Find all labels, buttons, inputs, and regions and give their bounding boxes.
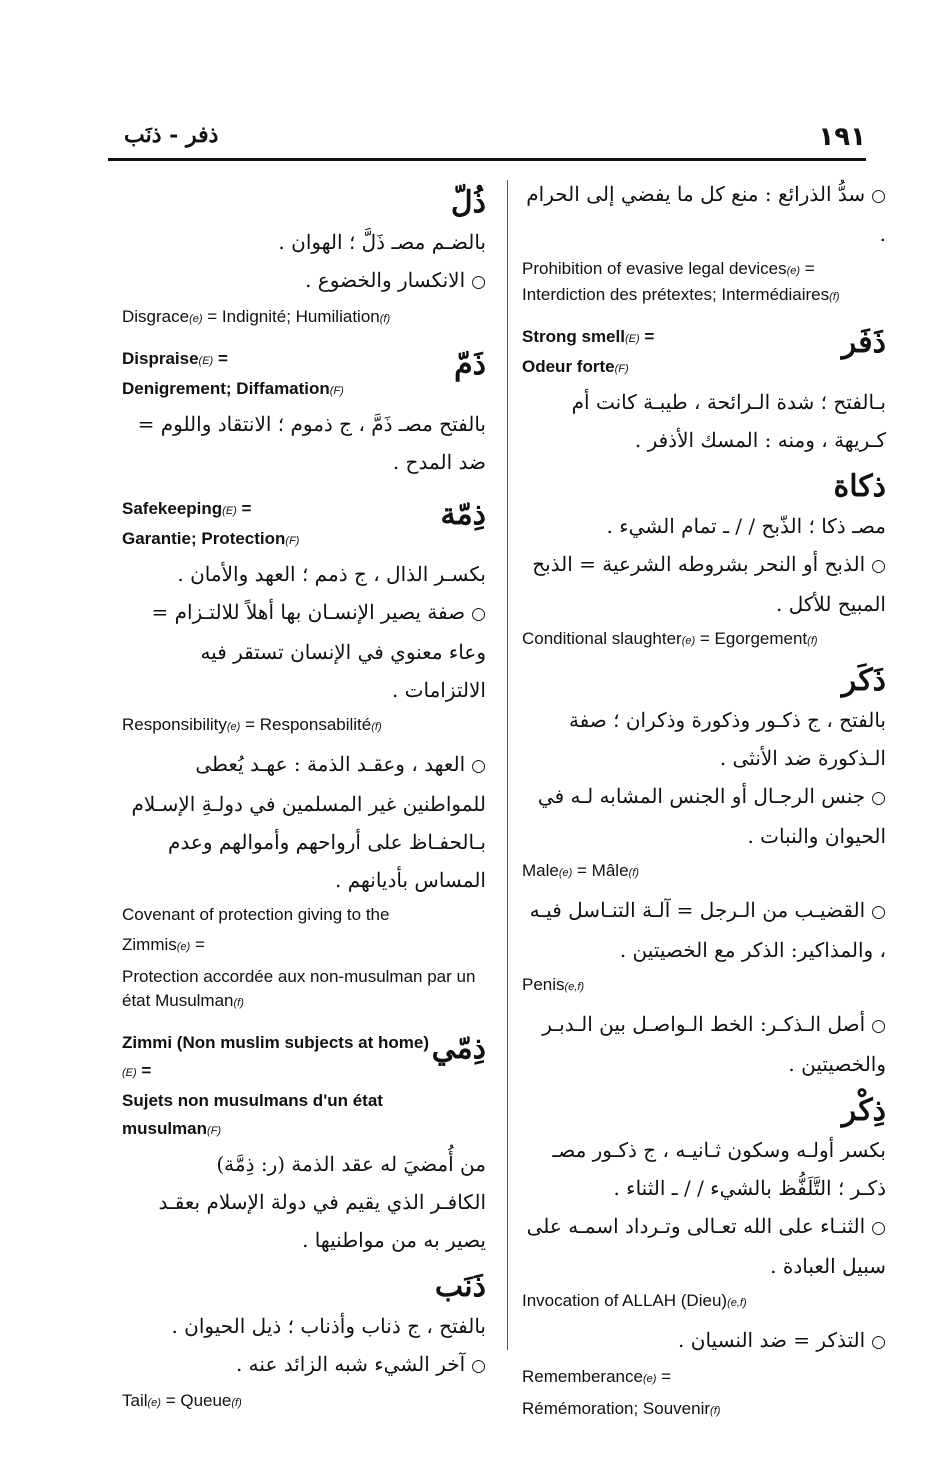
language-marker: (e) (681, 635, 696, 647)
english-term (522, 323, 654, 353)
arabic-headword: ذكاة (833, 469, 886, 504)
arabic-definition (122, 1145, 486, 1183)
french-term (122, 525, 299, 555)
arabic-headword: ذَكَر (841, 663, 886, 698)
translation-text: Tail (122, 1391, 148, 1410)
arabic-definition (122, 593, 486, 709)
language-marker: (e) (226, 721, 241, 733)
translation-line (522, 1289, 886, 1315)
translation-text: Invocation of ALLAH (Dieu) (522, 1291, 728, 1310)
arabic-definition (122, 745, 486, 899)
definition-text: من أُمضيَ له عقد الذمة (ر: ذِمَّة) (216, 1152, 486, 1176)
bullet-circle-icon: ○ (871, 902, 886, 922)
bullet-circle-icon: ○ (871, 186, 886, 206)
definition-text: أصل الـذكـر: الخط الـواصـل بين الـدبـر والخصيتين . (542, 1012, 886, 1076)
english-heading (522, 323, 654, 383)
bullet-circle-icon: ○ (871, 1016, 886, 1036)
running-head: ذفر - ذنَب (124, 122, 219, 148)
translation-text: Disgrace (122, 307, 190, 326)
translation-line (122, 933, 486, 959)
english-term (122, 495, 299, 525)
language-marker: (e) (189, 313, 203, 325)
entry-heading (122, 1029, 486, 1145)
translation-text: = Egorgement (695, 629, 808, 648)
french-term (522, 353, 654, 383)
equals-sign: = (236, 499, 252, 518)
language-marker: (f) (233, 997, 244, 1009)
arabic-headword: ذِمّي (431, 1031, 486, 1066)
translation-text: Conditional slaughter (522, 629, 682, 648)
arabic-headword: ذَفَر (841, 325, 886, 360)
translation-text: Rememberance (522, 1367, 643, 1386)
definition-text: بالفتح مصـ ذَمَّ ، ج ذموم ؛ الانتقاد واللوم = ضد المدح . (137, 412, 486, 474)
definition-text: التذكر = ضد النسيان . (678, 1328, 866, 1352)
language-marker: (E) (624, 333, 640, 345)
french-term (122, 375, 344, 405)
entry-heading (522, 323, 886, 383)
translation-text: = (656, 1367, 672, 1386)
bullet-circle-icon: ○ (871, 1332, 886, 1352)
language-marker: (f) (231, 1397, 242, 1409)
definition-text: بـالفتح ؛ شدة الـرائحة ، طيبـة كانت أم كـريهة ، ومنه : المسك الأذفر . (571, 390, 886, 452)
arabic-definition (522, 1321, 886, 1361)
left-column (122, 175, 486, 1421)
language-marker: (F) (614, 363, 629, 375)
term-text: Dispraise (122, 349, 199, 368)
english-term (122, 345, 344, 375)
arabic-definition (122, 1345, 486, 1385)
language-marker: (F) (285, 535, 300, 547)
arabic-headword: ذَمّ (454, 347, 486, 382)
arabic-headword: ذَنَب (434, 1269, 486, 1304)
translation-text: = Interdiction des prétextes; Intermédiaires (522, 259, 830, 304)
language-marker: (f) (829, 291, 840, 303)
translation-text: = Indignité; Humiliation (202, 307, 380, 326)
bullet-circle-icon: ○ (871, 1218, 886, 1238)
arabic-definition (522, 545, 886, 623)
arabic-definition (522, 777, 886, 855)
translation-line (122, 903, 486, 927)
definition-text: القضيـب من الـرجل = آلـة التنـاسل فيـه ، والمذاكير: الذكر مع الخصيتين . (529, 898, 886, 962)
translation-line (522, 627, 886, 653)
english-term (122, 1029, 432, 1087)
language-marker: (e) (176, 941, 191, 953)
bullet-circle-icon: ○ (871, 788, 886, 808)
language-marker: (e) (786, 265, 801, 277)
bullet-circle-icon: ○ (471, 272, 486, 292)
translation-text: Protection accordée aux non-musulman par un état Musulman (122, 967, 476, 1010)
translation-line (122, 713, 486, 739)
term-text: Denigrement; Diffamation (122, 379, 330, 398)
arabic-definition (522, 1005, 886, 1083)
language-marker: (e) (147, 1397, 161, 1409)
equals-sign: = (136, 1061, 152, 1080)
arabic-definition (122, 261, 486, 301)
arabic-headword: ذِمّة (440, 497, 486, 532)
term-text: Odeur forte (522, 357, 615, 376)
arabic-definition (122, 405, 486, 481)
arabic-definition (522, 383, 886, 459)
language-marker: (E) (222, 505, 237, 517)
french-term (122, 1087, 432, 1145)
definition-text: صفة يصير الإنسـان بها أهلاً للالتـزام = وعاء معنوي في الإنسان تستقر فيه الالتزامات . (151, 600, 486, 702)
arabic-definition (522, 1207, 886, 1285)
arabic-definition (122, 223, 486, 261)
bullet-circle-icon: ○ (471, 756, 486, 776)
arabic-definition (122, 1183, 486, 1259)
translation-text: = Queue (160, 1391, 232, 1410)
arabic-definition (522, 701, 886, 777)
language-marker: (e) (642, 1373, 657, 1385)
arabic-definition (122, 555, 486, 593)
definition-text: آخر الشيء شبه الزائد عنه . (235, 1352, 466, 1376)
translation-text: = Responsabilité (240, 715, 372, 734)
definition-text: الثنـاء على الله تعـالى وتـرداد اسمـه على سبيل العبادة . (526, 1214, 886, 1278)
definition-text: مصـ ذكا ؛ الذّبح / / ـ تمام الشيء . (606, 514, 886, 538)
definition-text: بالفتح ، ج ذناب وأذناب ؛ ذيل الحيوان . (171, 1314, 486, 1338)
page-number: ١٩١ (818, 122, 866, 152)
translation-line (522, 973, 886, 999)
translation-text: Prohibition of evasive legal devices (522, 259, 787, 278)
arabic-headword: ذُلّ (450, 185, 486, 220)
entry-heading (122, 345, 486, 405)
translation-line (122, 305, 486, 331)
language-marker: (e,f) (727, 1297, 747, 1309)
arabic-definition (122, 1307, 486, 1345)
language-marker: (E) (198, 355, 214, 367)
definition-text: جنس الرجـال أو الجنس المشابه لـه في الحيوان والنبات . (537, 784, 886, 848)
translation-line (522, 1365, 886, 1391)
language-marker: (f) (807, 635, 818, 647)
definition-text: سدُّ الذرائع : منع كل ما يفضي إلى الحرام . (526, 182, 886, 246)
term-text: Safekeeping (122, 499, 223, 518)
definition-text: بالفتح ، ج ذكـور وذكورة وذكران ؛ صفة الـذكورة ضد الأنثى . (568, 708, 886, 770)
arabic-definition (522, 175, 886, 253)
term-text: Strong smell (522, 327, 625, 346)
english-heading (122, 345, 344, 405)
equals-sign: = (213, 349, 228, 368)
language-marker: (e,f) (564, 981, 585, 993)
translation-line (122, 1389, 486, 1415)
bullet-circle-icon: ○ (871, 556, 886, 576)
definition-text: بكسر أولـه وسكون ثـانيـه ، ج ذكـور مصـ ذكـر ؛ التَّلَفُّظ بالشيء / / ـ الثناء . (552, 1138, 886, 1200)
bullet-circle-icon: ○ (471, 604, 486, 624)
translation-text: Penis (522, 975, 565, 994)
term-text: Garantie; Protection (122, 529, 286, 548)
definition-text: الذبح أو النحر بشروطه الشرعية = الذبح المبيح للأكل . (532, 552, 886, 616)
language-marker: (f) (628, 867, 639, 879)
right-column (522, 175, 886, 1429)
translation-text: = Mâle (572, 861, 629, 880)
definition-text: الكافـر الذي يقيم في دولة الإسلام بعقـد يصير به من مواطنيها . (158, 1190, 486, 1252)
language-marker: (F) (329, 385, 344, 397)
translation-text: = (190, 935, 205, 954)
arabic-definition (522, 891, 886, 969)
term-text: Sujets non musulmans d'un état musulman (122, 1091, 383, 1138)
equals-sign: = (639, 327, 655, 346)
definition-text: بالضـم مصـ ذَلَّ ؛ الهوان . (278, 230, 486, 254)
definition-text: العهد ، وعقـد الذمة : عهـد يُعطى للمواطنين غير المسلمين في دولـةِ الإسـلام بـالحفـاظ على أرواحهم وأموالهم وعدم المساس بأديانهم . (131, 752, 486, 892)
translation-line (122, 965, 486, 1015)
column-divider (507, 180, 508, 1350)
arabic-definition (522, 1131, 886, 1207)
term-text: Zimmi (Non muslim subjects at home) (122, 1033, 429, 1052)
english-heading (122, 1029, 432, 1145)
definition-text: بكسـر الذال ، ج ذمم ؛ العهد والأمان . (177, 562, 486, 586)
english-heading (122, 495, 299, 555)
bullet-circle-icon: ○ (471, 1356, 486, 1376)
translation-line (522, 859, 886, 885)
translation-text: Rémémoration; Souvenir (522, 1399, 711, 1418)
entry-heading (122, 495, 486, 555)
language-marker: (e) (558, 867, 573, 879)
language-marker: (f) (371, 721, 382, 733)
translation-line (522, 257, 886, 309)
language-marker: (f) (379, 313, 391, 325)
language-marker: (E) (122, 1067, 137, 1079)
page-header (108, 118, 866, 161)
arabic-definition (522, 507, 886, 545)
translation-text: Responsibility (122, 715, 227, 734)
language-marker: (f) (710, 1405, 721, 1417)
arabic-headword: ذِكْر (841, 1093, 886, 1128)
definition-text: الانكسار والخضوع . (305, 268, 466, 292)
language-marker: (F) (207, 1125, 222, 1137)
translation-text: Male (522, 861, 559, 880)
translation-text: Zimmis (122, 935, 177, 954)
translation-line (522, 1397, 886, 1423)
translation-text: Covenant of protection giving to the (122, 905, 390, 924)
